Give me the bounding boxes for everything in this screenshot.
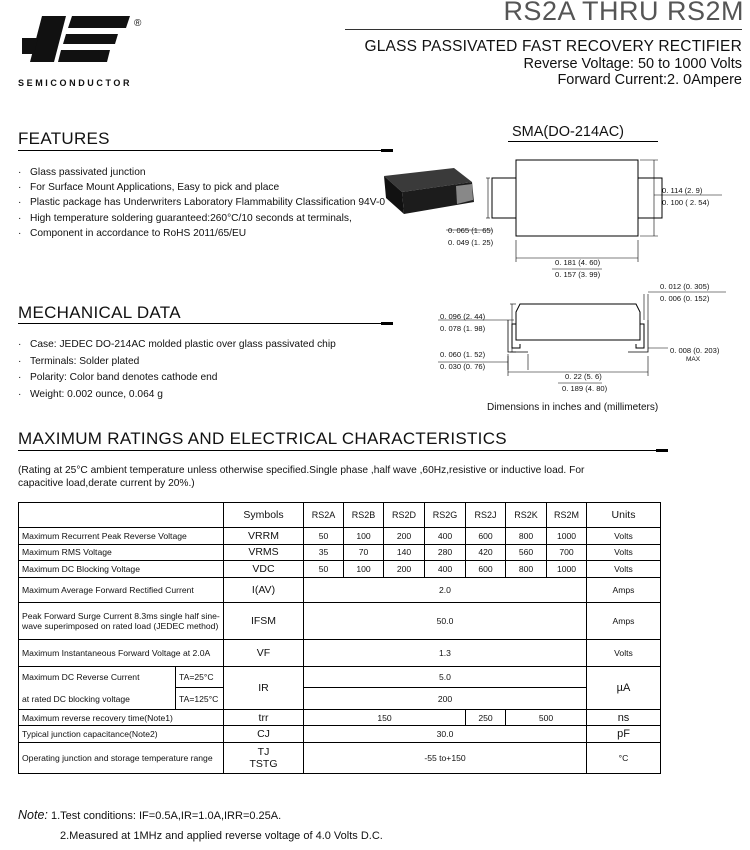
ir-condition-25: TA=25°C: [176, 666, 224, 688]
cell-value: 1.3: [304, 639, 587, 666]
cell-value: 800: [506, 528, 547, 545]
cell-value: 5.0: [304, 666, 587, 688]
mechanical-item: · Case: JEDEC DO-214AC molded plastic over glass passivated chip: [18, 337, 408, 354]
row-unit: Volts: [587, 561, 661, 578]
table-row: [19, 742, 661, 773]
cell-value: 1000: [547, 561, 587, 578]
row-unit: Amps: [587, 577, 661, 602]
cell-value: 560: [506, 544, 547, 561]
row-symbol: VRMS: [224, 544, 304, 561]
table-header-row: [19, 503, 661, 528]
ir-label-2: at rated DC blocking voltage: [22, 693, 130, 704]
header-symbols: Symbols: [224, 503, 304, 528]
row-label: Maximum Recurrent Peak Reverse Voltage: [19, 528, 224, 545]
cell-value: 50: [304, 561, 344, 578]
features-title: FEATURES: [18, 129, 110, 148]
ratings-divider-end: [656, 449, 668, 452]
row-label: Maximum RMS Voltage: [19, 544, 224, 561]
cell-value: 600: [466, 561, 506, 578]
cell-value: 100: [344, 528, 384, 545]
features-divider: [18, 150, 393, 151]
cell-value: 140: [384, 544, 425, 561]
mechanical-item: · Polarity: Color band denotes cathode end: [18, 370, 408, 387]
cell-value: 700: [547, 544, 587, 561]
table-row: [19, 726, 661, 743]
row-unit: Volts: [587, 544, 661, 561]
table-row: [19, 666, 661, 688]
mechanical-divider: [18, 323, 393, 324]
dim-height-min: 0. 078 (1. 98): [440, 324, 486, 333]
forward-current: Forward Current:2. 0Ampere: [557, 72, 742, 88]
dim-width-max: 0. 114 (2. 9): [662, 186, 703, 195]
row-unit: Amps: [587, 602, 661, 639]
cell-value: -55 to+150: [304, 742, 587, 773]
row-symbol: CJ: [224, 726, 304, 743]
header-rs2a: RS2A: [304, 503, 344, 528]
mechanical-title: MECHANICAL DATA: [18, 303, 181, 322]
row-unit: ns: [587, 709, 661, 726]
dim-lead-thick-max: 0. 012 (0. 305): [660, 282, 710, 291]
table-row: [19, 561, 661, 578]
cell-value: 420: [466, 544, 506, 561]
features-divider-end: [381, 149, 393, 152]
dim-length-max: 0. 181 (4. 60): [555, 258, 601, 267]
row-label: Maximum DC Blocking Voltage: [19, 561, 224, 578]
package-divider: [508, 141, 658, 142]
table-row: [19, 709, 661, 726]
row-symbol: IR: [224, 666, 304, 709]
dim-width-min: 0. 100 ( 2. 54): [662, 198, 710, 207]
dim-lead-max: 0. 065 (1. 65): [448, 226, 494, 235]
cell-value: 200: [304, 688, 587, 710]
document-title: GLASS PASSIVATED FAST RECOVERY RECTIFIER: [364, 38, 742, 55]
feature-item: · For Surface Mount Applications, Easy to pick and place: [18, 180, 403, 195]
row-symbol: trr: [224, 709, 304, 726]
reverse-voltage: Reverse Voltage: 50 to 1000 Volts: [523, 56, 742, 72]
row-label: [19, 666, 176, 709]
feature-item: · Plastic package has Underwriters Laboratory Flammability Classification 94V-0: [18, 195, 403, 210]
table-row: [19, 639, 661, 666]
dim-lead-min: 0. 049 (1. 25): [448, 238, 494, 247]
header-units: Units: [587, 503, 661, 528]
row-label: Maximum Instantaneous Forward Voltage at 2.0A: [19, 639, 224, 666]
note-label: Note:: [18, 808, 48, 822]
feature-item: · Glass passivated junction: [18, 165, 403, 180]
row-symbol: VRRM: [224, 528, 304, 545]
table-row: [19, 577, 661, 602]
feature-item: · High temperature soldering guaranteed:260°C/10 seconds at terminals,: [18, 211, 403, 226]
mechanical-divider-end: [381, 322, 393, 325]
notes: [18, 808, 281, 822]
company-logo: [22, 16, 132, 74]
ir-label-1: Maximum DC Reverse Current: [22, 671, 140, 682]
row-symbol: IFSM: [224, 602, 304, 639]
title-divider: [345, 29, 742, 30]
header-rs2k: RS2K: [506, 503, 547, 528]
row-unit: pF: [587, 726, 661, 743]
row-unit: Volts: [587, 639, 661, 666]
row-unit: Volts: [587, 528, 661, 545]
dim-height-max: 0. 096 (2. 44): [440, 312, 486, 321]
note-2: 2.Measured at 1MHz and applied reverse voltage of 4.0 Volts D.C.: [60, 830, 383, 842]
cell-value: 2.0: [304, 577, 587, 602]
cell-value: 250: [466, 709, 506, 726]
row-label: Typical junction capacitance(Note2): [19, 726, 224, 743]
ratings-divider: [18, 450, 668, 451]
cell-value: 800: [506, 561, 547, 578]
part-range: RS2A THRU RS2M: [503, 0, 744, 26]
row-symbol: VF: [224, 639, 304, 666]
cell-value: 100: [344, 561, 384, 578]
row-label: Maximum reverse recovery time(Note1): [19, 709, 224, 726]
cell-value: 600: [466, 528, 506, 545]
header-rs2d: RS2D: [384, 503, 425, 528]
package-name: SMA(DO-214AC): [512, 124, 624, 140]
registered-mark: ®: [134, 18, 142, 29]
header-rs2m: RS2M: [547, 503, 587, 528]
cell-value: 400: [425, 528, 466, 545]
header-parameter: [19, 503, 224, 528]
ratings-title: MAXIMUM RATINGS AND ELECTRICAL CHARACTERISTICS: [18, 429, 507, 448]
row-symbol: [224, 742, 304, 773]
mechanical-item: · Weight: 0.002 ounce, 0.064 g: [18, 387, 408, 404]
cell-value: 200: [384, 528, 425, 545]
symbol-tj: TJ: [257, 745, 270, 758]
row-unit: µA: [587, 666, 661, 709]
mechanical-list: [18, 337, 408, 403]
cell-value: 200: [384, 561, 425, 578]
cell-value: 35: [304, 544, 344, 561]
ratings-note: (Rating at 25°C ambient temperature unless otherwise specified.Single phase ,half wave ,60Hz,resistive or inductive load. For capacitive load,derate current by 20%.): [18, 465, 585, 489]
row-symbol: I(AV): [224, 577, 304, 602]
row-label: Peak Forward Surge Current 8.3ms single half sine-wave superimposed on rated load (JEDEC method): [19, 602, 224, 639]
dim-length-min: 0. 157 (3. 99): [555, 270, 601, 279]
cell-value: 1000: [547, 528, 587, 545]
mechanical-item: · Terminals: Solder plated: [18, 354, 408, 371]
dim-overall-min: 0. 189 (4. 80): [562, 384, 608, 393]
row-unit: °C: [587, 742, 661, 773]
features-list: [18, 165, 403, 241]
header-rs2b: RS2B: [344, 503, 384, 528]
cell-value: 70: [344, 544, 384, 561]
cell-value: 400: [425, 561, 466, 578]
ir-condition-125: TA=125°C: [176, 688, 224, 710]
dim-foot-max: 0. 060 (1. 52): [440, 350, 486, 359]
table-row: [19, 544, 661, 561]
table-row: [19, 602, 661, 639]
feature-item: · Component in accordance to RoHS 2011/65/EU: [18, 226, 403, 241]
row-label: Operating junction and storage temperature range: [19, 742, 224, 773]
dimensions-note: Dimensions in inches and (millimeters): [487, 402, 659, 413]
symbol-tstg: TSTG: [249, 757, 278, 770]
logo-text: SEMICONDUCTOR: [18, 78, 133, 88]
table-row: [19, 528, 661, 545]
dim-lead-thick-min: 0. 006 (0. 152): [660, 294, 710, 303]
dim-standoff: 0. 008 (0. 203): [670, 346, 720, 355]
dim-standoff-max: MAX: [686, 356, 701, 363]
cell-value: 150: [304, 709, 466, 726]
row-label: Maximum Average Forward Rectified Current: [19, 577, 224, 602]
cell-value: 500: [506, 709, 587, 726]
header-rs2g: RS2G: [425, 503, 466, 528]
dim-foot-min: 0. 030 (0. 76): [440, 362, 486, 371]
dim-overall-max: 0. 22 (5. 6): [565, 372, 602, 381]
ratings-table: [18, 502, 661, 774]
note-1: 1.Test conditions: IF=0.5A,IR=1.0A,IRR=0.25A.: [50, 810, 282, 822]
cell-value: 50: [304, 528, 344, 545]
cell-value: 50.0: [304, 602, 587, 639]
cell-value: 280: [425, 544, 466, 561]
row-symbol: VDC: [224, 561, 304, 578]
cell-value: 30.0: [304, 726, 587, 743]
header-rs2j: RS2J: [466, 503, 506, 528]
